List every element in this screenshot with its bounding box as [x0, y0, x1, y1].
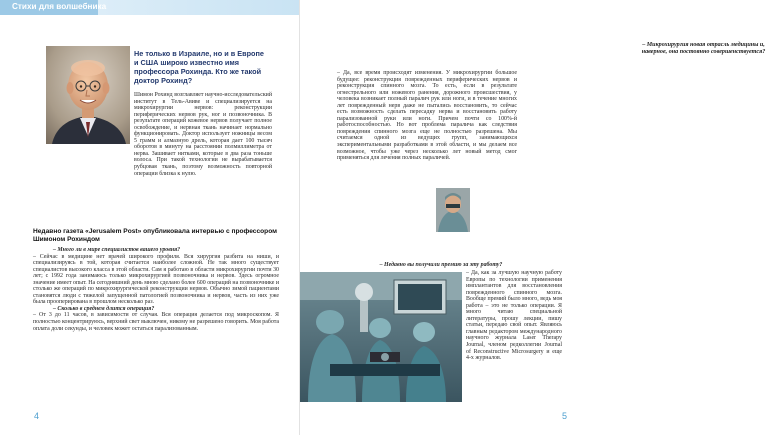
question-1: – Много ли в мире специалистов вашего уровня?	[53, 247, 181, 253]
subheading: Недавно газета «Jerusalem Post» опубликовала интервью с профессором Шимоном Рохиндом	[33, 228, 278, 244]
page-number-right: 5	[562, 411, 568, 421]
answer-1-paragraph: – Да, все время происходят изменения. У микрохирургии большое будущее: реконструкция поврежденных периферических нервов и реконструкция спинного мозга. То есть, если в результате огнестрельного или ножевого ранения, дорожного происшествия, у человека возникает полный паралич рук или ноги, и в течение многих лет поврежденный нерв даже не пытались восстановить, то сейчас есть возможность сделать пересадку нерва и восстановить работу парализованной руки или ноги. Причем почти со 100%-й работоспособностью. Но вот проблема паралича как следствия повреждения спинного мозга еще не полностью разрешена. Мы считаемся одной из ведущих групп, занимающихся экспериментальными разработками в этой области, и мы делаем все возможное, чтобы уже через несколько лет новый метод смог применяться для лечения полных параличей.	[337, 70, 517, 162]
operating-room-photo	[300, 272, 462, 402]
right-page	[300, 0, 766, 435]
answer-1: – Сейчас в медицине нет врачей широкого профиля. Вся хирургия разбита на ниши, и специализируясь в той, которая считается наиболее сложной. Не так много существует специалистов высокого класса в этой области. Сам я работаю в области микрохирургии почти 30 лет; с 1992 года занимаюсь только микрохирургией позвоночника и нервов. Здесь огромное значение имеет опыт. На сегодняшний день мною сделано более 600 операций на позвоночнике и столько же операций по микрохирургической реконструкции нервов. Обычно зимой пациентами становятся люди с тяжелой запущенной патологией позвоночника и нервов, часть из них уже была прооперирована в прошлом несколько раз.	[33, 253, 279, 306]
running-header	[0, 0, 300, 15]
answer-2: – От 3 до 11 часов, в зависимости от случая. Вся операция делается под микроскопом. Я полностью концентрируюсь, верхний свет выключен, никому не разрешено говорить. Моя работа оплата доли секунды, и человек может остаться парализованным.	[33, 312, 279, 332]
right-answer-1	[337, 70, 517, 260]
right-question-2: – Недавно вы получили премию за эту работу?	[379, 262, 503, 268]
running-header-title: Стихи для волшебника	[12, 2, 107, 11]
question-2: – Сколько в среднем длится операция?	[53, 305, 155, 312]
right-intro-question: – Микрохирургия новая отрасль медицины и, наверное, она постоянно совершенствуется?	[641, 42, 766, 56]
surgeon-photo	[436, 188, 470, 232]
bio-text	[134, 92, 272, 224]
answer-2-paragraph: – Да, как за лучшую научную работу Европы по технологии применения имплантантов для восстановления поврежденного спинного мозга. Вообще премий было много, ведь моя работа – это не только операции. Я много читаю специальной литературы, прошу лекции, пишу статьи, передаю свой опыт. Являюсь главным редактором международного научного журнала Laser Therapy Journal, членом редколлегии Journal of Reconstructive Microsurgery и еще 4-х журналов.	[466, 270, 562, 362]
interview-text	[33, 247, 279, 399]
page-number-left: 4	[34, 411, 40, 421]
left-page	[0, 0, 300, 435]
intro-question: Не только в Израиле, но и в Европе и США широко известно имя профессора Рохинда. Кто же такой доктор Рохинд?	[134, 49, 264, 85]
right-answer-2	[466, 270, 562, 408]
bio-paragraph: Шимон Рохинд возглавляет научно-исследовательский институт в Тель-Авиве и специализируется на микрохирургии нервов: реконструкции периферических нервов рук, ног и позвоночника. В результате операций кожевое нервов получает полное освобождение, и нервная ткань начинает нормально функционировать. Доктор использует ножницы весом 5 грамм и алмазную дрель, которая дает 100 тысяч оборотов в минуту на расстоянии полмиллиметра от нерва. Зашивает нитками, которые в два раза тоньше волоса. При такой технологии не вырабатывается рубцовая ткань, поэтому возможность повторной операции близка к нулю.	[134, 92, 272, 177]
portrait-photo	[46, 46, 130, 144]
